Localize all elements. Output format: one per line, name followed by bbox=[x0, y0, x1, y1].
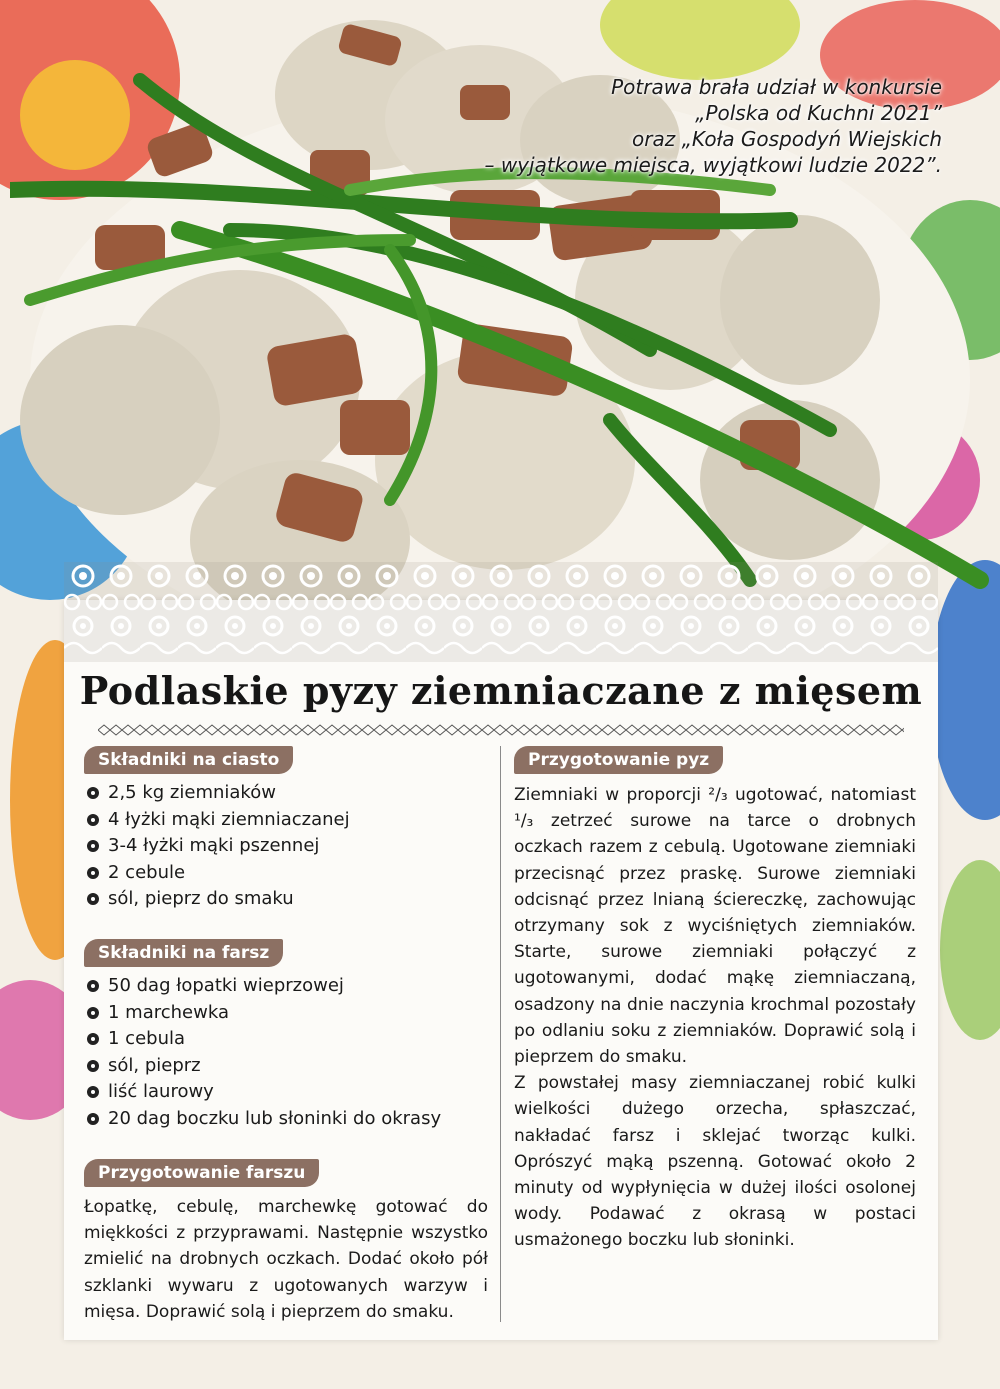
list-item bbox=[86, 1106, 441, 1133]
caption-line: „Polska od Kuchni 2021” bbox=[695, 101, 942, 125]
lace-border bbox=[64, 562, 938, 662]
ingredient-text: 3-4 łyżki mąki pszennej bbox=[108, 835, 320, 856]
flower-bullet-icon bbox=[86, 786, 100, 800]
caption-line: oraz „Koła Gospodyń Wiejskich bbox=[632, 127, 942, 151]
list-item bbox=[86, 973, 441, 1000]
ingredient-text: liść laurowy bbox=[108, 1081, 214, 1102]
column-divider bbox=[500, 746, 501, 1322]
contest-caption bbox=[484, 74, 942, 178]
ingredient-text: 1 cebula bbox=[108, 1028, 186, 1049]
list-item bbox=[86, 780, 350, 807]
ingredient-text: sól, pieprz do smaku bbox=[108, 888, 294, 909]
heading-przygotowanie-pyz: Przygotowanie pyz bbox=[514, 746, 723, 774]
flower-bullet-icon bbox=[86, 1059, 100, 1073]
list-item bbox=[86, 1053, 441, 1080]
ingredient-text: 50 dag łopatki wieprzowej bbox=[108, 975, 344, 996]
flower-bullet-icon bbox=[86, 1112, 100, 1126]
ingredients-filling-list bbox=[86, 973, 441, 1132]
ingredient-text: 20 dag boczku lub słoninki do okrasy bbox=[108, 1107, 442, 1129]
list-item bbox=[86, 1000, 441, 1027]
flower-bullet-icon bbox=[86, 866, 100, 880]
list-item bbox=[86, 886, 350, 913]
flower-bullet-icon bbox=[86, 1006, 100, 1020]
recipe-title: Podlaskie pyzy ziemniaczane z mięsem bbox=[79, 668, 923, 713]
heading-skladniki-ciasto: Składniki na ciasto bbox=[84, 746, 293, 774]
list-item bbox=[86, 1026, 441, 1053]
preparation-paragraph: Z powstałej masy ziemniaczanej robić kulki wielkości dużego orzecha, spłaszczać, nakładać farsz i sklejać tworząc kulki. Oprószyć mąką pszenną. Gotować około 2 minuty od wypłynięcia w dużej ilości osolonej wody. Podawać z okrasą w postaci usmażonego boczku lub słoninki. bbox=[514, 1073, 916, 1251]
list-item bbox=[86, 833, 350, 860]
filling-preparation-text: Łopatkę, cebulę, marchewkę gotować do miękkości z przyprawami. Następnie wszystko zmielić na drobnych oczkach. Dodać około pół szklanki wywaru z ugotowanych warzyw i mięsa. Doprawić solą i pieprzem do smaku. bbox=[84, 1197, 488, 1322]
ingredient-text: 2 cebule bbox=[108, 861, 186, 883]
preparation-paragraph: Ziemniaki w proporcji ²/₃ ugotować, natomiast ¹/₃ zetrzeć surowe na tarce o drobnych oczkach razem z cebulą. Ugotowane ziemniaki przecisnąć przez praskę. Surowe ziemniaki odcisnąć przez lnianą ściereczkę, zachowując otrzymany sok z wyciśniętych ziemniaków. Starte, surowe ziemniaki połączyć z ugotowanymi, dodać mąkę ziemniaczaną, osadzony na dnie naczynia krochmal pozostały po odlaniu soku z ziemniaków. Doprawić solą i pieprzem do smaku. bbox=[514, 785, 916, 1068]
dumpling-preparation-text bbox=[514, 782, 916, 1254]
flower-bullet-icon bbox=[86, 1085, 100, 1099]
flower-bullet-icon bbox=[86, 813, 100, 827]
caption-line: Potrawa brała udział w konkursie bbox=[611, 75, 942, 99]
heading-przygotowanie-farszu: Przygotowanie farszu bbox=[84, 1159, 319, 1187]
flower-bullet-icon bbox=[86, 839, 100, 853]
ingredient-text: 1 marchewka bbox=[108, 1001, 229, 1023]
flower-bullet-icon bbox=[86, 1032, 100, 1046]
caption-line: – wyjątkowe miejsca, wyjątkowi ludzie 2022”. bbox=[484, 153, 942, 177]
list-item bbox=[86, 1079, 441, 1106]
flower-bullet-icon bbox=[86, 979, 100, 993]
heading-skladniki-farsz: Składniki na farsz bbox=[84, 939, 283, 967]
ingredient-text: 2,5 kg ziemniaków bbox=[108, 782, 276, 803]
ingredient-text: sól, pieprz bbox=[108, 1054, 201, 1076]
ingredients-dough-list bbox=[86, 780, 350, 913]
flower-bullet-icon bbox=[86, 892, 100, 906]
ingredient-text: 4 łyżki mąki ziemniaczanej bbox=[108, 808, 350, 830]
title-divider bbox=[98, 724, 904, 736]
list-item bbox=[86, 807, 350, 834]
list-item bbox=[86, 860, 350, 887]
